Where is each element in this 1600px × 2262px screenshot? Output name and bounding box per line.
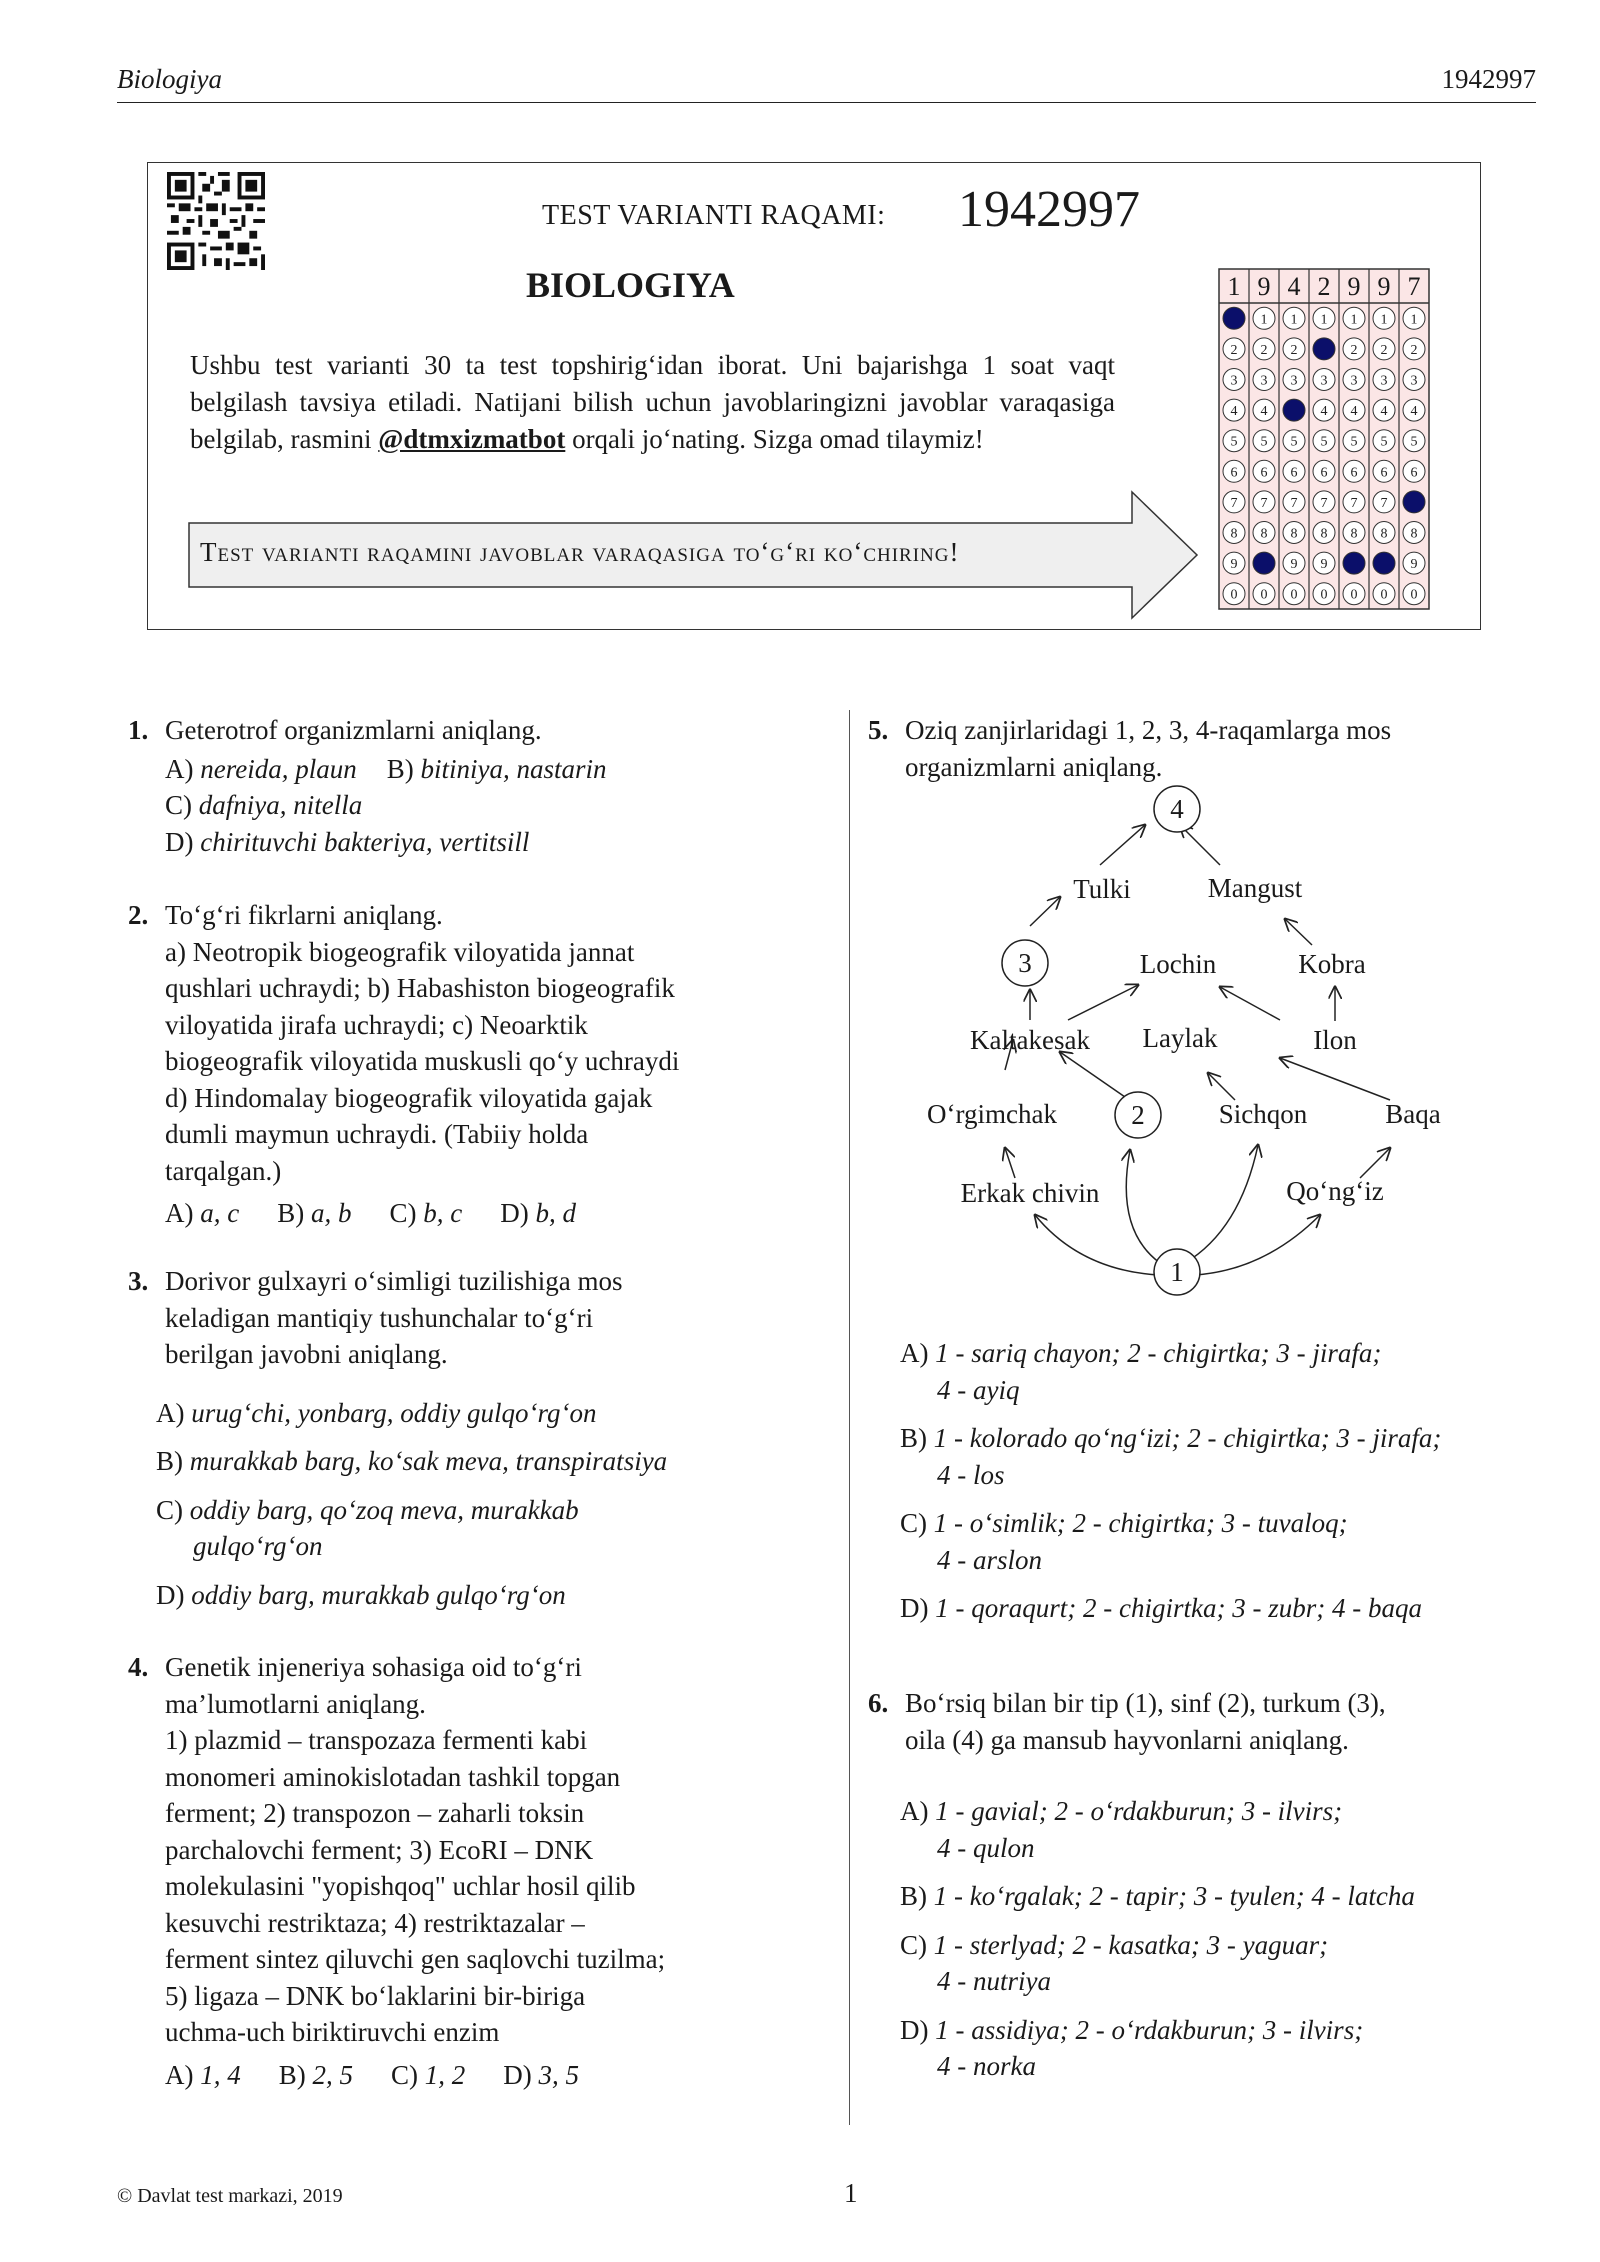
question-statement: d) Hindomalay biogeografik viloyatida gajak: [165, 1082, 653, 1113]
question-text: Genetik injeneriya sohasiga oid to‘g‘ri: [165, 1652, 582, 1682]
question-text: oila (4) ga mansub hayvonlarni aniqlang.: [905, 1724, 1349, 1755]
arrow-erkakchivin-orgimchak: [1005, 1148, 1015, 1178]
grid-digit: 4: [1287, 272, 1301, 301]
question-text: organizmlarni aniqlang.: [905, 751, 1163, 782]
option-a[interactable]: A) nereida, plaun: [165, 753, 357, 784]
grid-bubble-label: 6: [1320, 465, 1328, 481]
option-a[interactable]: A) 1 - gavial; 2 - o‘rdakburun; 3 - ilvirs; 4 - qulon: [900, 1796, 1343, 1863]
grid-bubble-label: 8: [1410, 526, 1418, 542]
label-tulki: Tulki: [1073, 874, 1131, 904]
arrow-3-tulki: [1030, 897, 1060, 926]
grid-bubble-label: 6: [1260, 465, 1268, 481]
grid-bubble-label: 1: [1380, 312, 1388, 328]
grid-bubble-label: 3: [1350, 373, 1358, 389]
question-statement: kesuvchi restriktaza; 4) restriktazalar –: [165, 1907, 585, 1938]
option-d[interactable]: D) chirituvchi bakteriya, vertitsill: [165, 826, 530, 857]
label-kaltakesak: Kaltakesak: [970, 1025, 1090, 1055]
grid-bubble-label: 2: [1410, 342, 1418, 358]
grid-bubble-filled[interactable]: [1223, 307, 1245, 329]
arrow-2-kaltakesak: [1060, 1052, 1125, 1097]
header-variant: 1942997: [1441, 64, 1536, 94]
grid-bubble-label: 3: [1410, 373, 1418, 389]
label-lochin: Lochin: [1139, 949, 1217, 979]
grid-bubble-label: 9: [1410, 557, 1418, 573]
question-statement: tarqalgan.): [165, 1155, 282, 1186]
grid-bubble-label: 8: [1350, 526, 1358, 542]
grid-digit: 9: [1377, 272, 1391, 301]
header-rule: [117, 102, 1536, 103]
question-statement: ferment sintez qiluvchi gen saqlovchi tuzilma;: [165, 1944, 666, 1974]
grid-bubble-label: 1: [1290, 312, 1298, 328]
grid-bubble-label: 3: [1260, 373, 1268, 389]
grid-bubble-label: 2: [1290, 342, 1298, 358]
arrow-1-2: [1126, 1150, 1160, 1263]
column-divider: [849, 710, 850, 2125]
option-c[interactable]: C) 1, 2: [391, 2059, 466, 2090]
grid-bubble-label: 5: [1290, 434, 1298, 450]
option-c[interactable]: C) 1 - sterlyad; 2 - kasatka; 3 - yaguar; 4 - nutriya: [900, 1929, 1329, 1996]
grid-bubble-label: 0: [1290, 587, 1298, 603]
label-laylak: Laylak: [1142, 1023, 1218, 1053]
question-number: 3.: [128, 1266, 149, 1296]
grid-bubble-label: 7: [1230, 495, 1238, 511]
question-text: Dorivor gulxayri o‘simligi tuzilishiga mos: [165, 1266, 623, 1296]
grid-bubble-label: 6: [1350, 465, 1358, 481]
option-a[interactable]: A) 1 - sariq chayon; 2 - chigirtka; 3 - jirafa; 4 - ayiq: [900, 1338, 1382, 1405]
question-text: To‘g‘ri fikrlarni aniqlang.: [165, 900, 443, 930]
option-d[interactable]: D) oddiy barg, murakkab gulqo‘rg‘on: [156, 1579, 566, 1610]
grid-bubble-label: 7: [1350, 495, 1358, 511]
grid-bubble-label: 4: [1350, 404, 1358, 420]
option-a[interactable]: A) urug‘chi, yonbarg, oddiy gulqo‘rg‘on: [156, 1397, 597, 1428]
grid-bubble-label: 4: [1320, 404, 1328, 420]
question-number: 2.: [128, 900, 149, 930]
grid-bubble-label: 6: [1230, 465, 1238, 481]
grid-bubble-label: 4: [1410, 404, 1418, 420]
label-erkak-chivin: Erkak chivin: [960, 1178, 1100, 1208]
option-d[interactable]: D) 3, 5: [503, 2059, 579, 2090]
grid-bubble-label: 8: [1320, 526, 1328, 542]
question-statement: qushlari uchraydi; b) Habashiston biogeografik: [165, 973, 675, 1003]
label-kobra: Kobra: [1298, 949, 1366, 979]
label-orgimchak: O‘rgimchak: [927, 1099, 1057, 1129]
arrow-1-erkakchivin: [1035, 1215, 1158, 1275]
grid-bubble-label: 7: [1290, 495, 1298, 511]
grid-bubble-label: 2: [1230, 342, 1238, 358]
grid-bubble-label: 3: [1320, 373, 1328, 389]
grid-bubble-filled[interactable]: [1343, 552, 1365, 574]
node-label-4: 4: [1170, 794, 1184, 824]
grid-bubble-label: 0: [1260, 587, 1268, 603]
telegram-bot-link[interactable]: @dtmxizmatbot: [378, 424, 566, 454]
question-text: keladigan mantiqiy tushunchalar to‘g‘ri: [165, 1302, 594, 1333]
arrow-baqa-laylak: [1280, 1058, 1390, 1100]
grid-bubble-label: 8: [1380, 526, 1388, 542]
grid-bubble-label: 4: [1380, 404, 1388, 420]
intro-text-1: Ushbu test varianti 30 ta test topshirig‘idan iborat. Uni bajarishga 1 soat vaqt belgilash tavsiya etiladi. Natijani bilish uchun javoblaringizni javoblar varaqasiga belgilab, rasmini: [190, 350, 1115, 454]
arrow-laylak-lochin: [1220, 987, 1280, 1020]
node-label-1: 1: [1170, 1257, 1184, 1287]
arrow-1-qongiz: [1195, 1215, 1320, 1275]
question-text: Oziq zanjirlaridagi 1, 2, 3, 4-raqamlarga mos: [905, 715, 1392, 745]
option-b[interactable]: B) murakkab barg, ko‘sak meva, transpiratsiya: [156, 1446, 668, 1476]
question-5: [868, 712, 1568, 785]
question-statement: ferment; 2) transpozon – zaharli toksin: [165, 1798, 585, 1828]
intro-paragraph: [190, 347, 1115, 458]
question-5-options: [900, 1335, 1590, 1627]
grid-bubble-label: 7: [1260, 495, 1268, 511]
option-d[interactable]: D) 1 - assidiya; 2 - o‘rdakburun; 3 - ilvirs; 4 - norka: [900, 2014, 1364, 2081]
question-4: [128, 1649, 848, 2093]
arrow-mangust-4: [1180, 825, 1220, 865]
grid-bubble-filled[interactable]: [1253, 552, 1275, 574]
grid-digit: 9: [1257, 272, 1271, 301]
label-sichqon: Sichqon: [1218, 1099, 1308, 1129]
option-d[interactable]: D) 1 - qoraqurt; 2 - chigirtka; 3 - zubr; 4 - baqa: [900, 1593, 1422, 1623]
grid-digit: 2: [1317, 272, 1331, 301]
qr-code-icon: [167, 172, 265, 270]
grid-bubble-label: 0: [1320, 587, 1328, 603]
grid-bubble-label: 6: [1410, 465, 1418, 481]
arrow-1-sichqon: [1185, 1145, 1258, 1263]
grid-bubble-filled[interactable]: [1283, 399, 1305, 421]
grid-bubble-label: 4: [1230, 404, 1238, 420]
header-subject: Biologiya: [117, 64, 222, 94]
variant-number: 1942997: [958, 181, 1140, 238]
question-number: 5.: [868, 715, 889, 745]
question-text: Bo‘rsiq bilan bir tip (1), sinf (2), turkum (3),: [905, 1688, 1386, 1718]
question-statement: biogeografik viloyatida muskusli qo‘y uchraydi: [165, 1046, 680, 1076]
grid-bubble-label: 5: [1230, 434, 1238, 450]
grid-bubble-label: 2: [1380, 342, 1388, 358]
grid-bubble-label: 1: [1260, 312, 1268, 328]
grid-bubble-label: 5: [1320, 434, 1328, 450]
grid-bubble-label: 5: [1380, 434, 1388, 450]
question-6: [868, 1685, 1568, 1758]
option-c[interactable]: C) oddiy barg, qo‘zoq meva, murakkab gulqo‘rg‘on: [156, 1494, 579, 1561]
node-label-2: 2: [1131, 1100, 1145, 1130]
grid-bubble-label: 0: [1410, 587, 1418, 603]
grid-bubble-label: 8: [1290, 526, 1298, 542]
arrow-sichqon-laylak: [1208, 1073, 1235, 1100]
arrow-instruction: Test varianti raqamini javoblar varaqasiga to‘g‘ri ko‘chiring!: [200, 537, 960, 567]
grid-bubble-label: 3: [1290, 373, 1298, 389]
question-statement: monomeri aminokislotadan tashkil topgan: [165, 1761, 621, 1792]
grid-bubble-label: 5: [1260, 434, 1268, 450]
footer-copyright: © Davlat test markazi, 2019: [117, 2185, 343, 2207]
intro-text-2: orqali jo‘nating. Sizga omad tilaymiz!: [565, 424, 984, 454]
question-statement: dumli maymun uchraydi. (Tabiiy holda: [165, 1119, 589, 1149]
option-b[interactable]: B) a, b: [277, 1198, 352, 1228]
option-d[interactable]: D) b, d: [500, 1198, 576, 1228]
question-text: Geterotrof organizmlarni aniqlang.: [165, 715, 542, 745]
grid-bubble-label: 9: [1290, 557, 1298, 573]
grid-bubble-label: 5: [1350, 434, 1358, 450]
label-qongiz: Qo‘ng‘iz: [1286, 1176, 1384, 1206]
question-statement: a) Neotropik biogeografik viloyatida jannat: [165, 936, 635, 967]
question-text: berilgan javobni aniqlang.: [165, 1339, 448, 1369]
question-2: [128, 897, 828, 1232]
grid-bubble-label: 7: [1380, 495, 1388, 511]
option-a[interactable]: A) a, c: [165, 1198, 240, 1228]
grid-bubble-label: 2: [1350, 342, 1358, 358]
subject-title: BIOLOGIYA: [526, 265, 735, 305]
grid-bubble-label: 0: [1350, 587, 1358, 603]
option-a[interactable]: A) 1, 4: [165, 2059, 241, 2090]
question-statement: 1) plazmid – transpozaza fermenti kabi: [165, 1725, 588, 1755]
grid-bubble-label: 4: [1260, 404, 1268, 420]
question-3: [128, 1263, 848, 1613]
grid-bubble-label: 0: [1230, 587, 1238, 603]
grid-bubble-label: 1: [1320, 312, 1328, 328]
question-number: 4.: [128, 1652, 149, 1682]
question-6-options: [900, 1793, 1590, 2085]
option-b[interactable]: B) 2, 5: [278, 2059, 353, 2090]
grid-bubble-label: 1: [1410, 312, 1418, 328]
variant-label: TEST VARIANTI RAQAMI:: [542, 200, 886, 231]
grid-bubble-label: 6: [1290, 465, 1298, 481]
grid-bubble-label: 3: [1230, 373, 1238, 389]
grid-digit: 7: [1407, 272, 1421, 301]
node-label-3: 3: [1018, 948, 1032, 978]
grid-bubble-label: 8: [1230, 526, 1238, 542]
option-b[interactable]: B) bitiniya, nastarin: [386, 753, 607, 784]
question-statement: molekulasini "yopishqoq" uchlar hosil qilib: [165, 1871, 636, 1901]
option-b[interactable]: B) 1 - ko‘rgalak; 2 - tapir; 3 - tyulen; 4 - latcha: [900, 1881, 1415, 1911]
grid-bubble-filled[interactable]: [1373, 552, 1395, 574]
grid-bubble-label: 5: [1410, 434, 1418, 450]
grid-bubble-label: 8: [1260, 526, 1268, 542]
grid-digit: 9: [1347, 272, 1361, 301]
food-web-diagram: [880, 785, 1520, 1305]
grid-bubble-label: 9: [1320, 557, 1328, 573]
question-statement: viloyatida jirafa uchraydi; c) Neoarktik: [165, 1009, 588, 1040]
option-c[interactable]: C) b, c: [389, 1198, 463, 1228]
grid-bubble-filled[interactable]: [1313, 338, 1335, 360]
question-statement: uchma-uch biriktiruvchi enzim: [165, 2017, 500, 2047]
label-mangust: Mangust: [1207, 873, 1303, 903]
question-number: 1.: [128, 715, 149, 745]
grid-bubble-label: 9: [1230, 557, 1238, 573]
grid-bubble-filled[interactable]: [1403, 491, 1425, 513]
grid-bubble-label: 2: [1260, 342, 1268, 358]
grid-bubble-label: 7: [1320, 495, 1328, 511]
option-b[interactable]: B) 1 - kolorado qo‘ng‘izi; 2 - chigirtka; 3 - jirafa; 4 - los: [900, 1423, 1442, 1490]
question-1: [128, 712, 828, 860]
label-ilon: Ilon: [1313, 1025, 1357, 1055]
footer-page-number: 1: [844, 2178, 858, 2208]
arrow-kobra-mangust: [1285, 919, 1312, 945]
grid-bubble-label: 3: [1380, 373, 1388, 389]
option-c[interactable]: C) dafniya, nitella: [165, 790, 363, 820]
option-c[interactable]: C) 1 - o‘simlik; 2 - chigirtka; 3 - tuvaloq; 4 - arslon: [900, 1508, 1348, 1575]
question-statement: 5) ligaza – DNK bo‘laklarini bir-biriga: [165, 1980, 586, 2011]
grid-bubble-label: 1: [1350, 312, 1358, 328]
grid-bubble-label: 0: [1380, 587, 1388, 603]
arrow-tulki-4: [1100, 825, 1145, 865]
variant-bubble-grid[interactable]: [1218, 268, 1434, 618]
grid-digit: 1: [1227, 272, 1241, 301]
label-baqa: Baqa: [1385, 1099, 1441, 1129]
question-number: 6.: [868, 1688, 889, 1718]
grid-bubble-label: 6: [1380, 465, 1388, 481]
arrow-qongiz-baqa: [1360, 1148, 1390, 1178]
question-statement: parchalovchi ferment; 3) EcoRI – DNK: [165, 1834, 594, 1865]
arrow-kaltakesak-lochin: [1068, 985, 1138, 1020]
question-text: ma’lumotlarni aniqlang.: [165, 1688, 426, 1719]
